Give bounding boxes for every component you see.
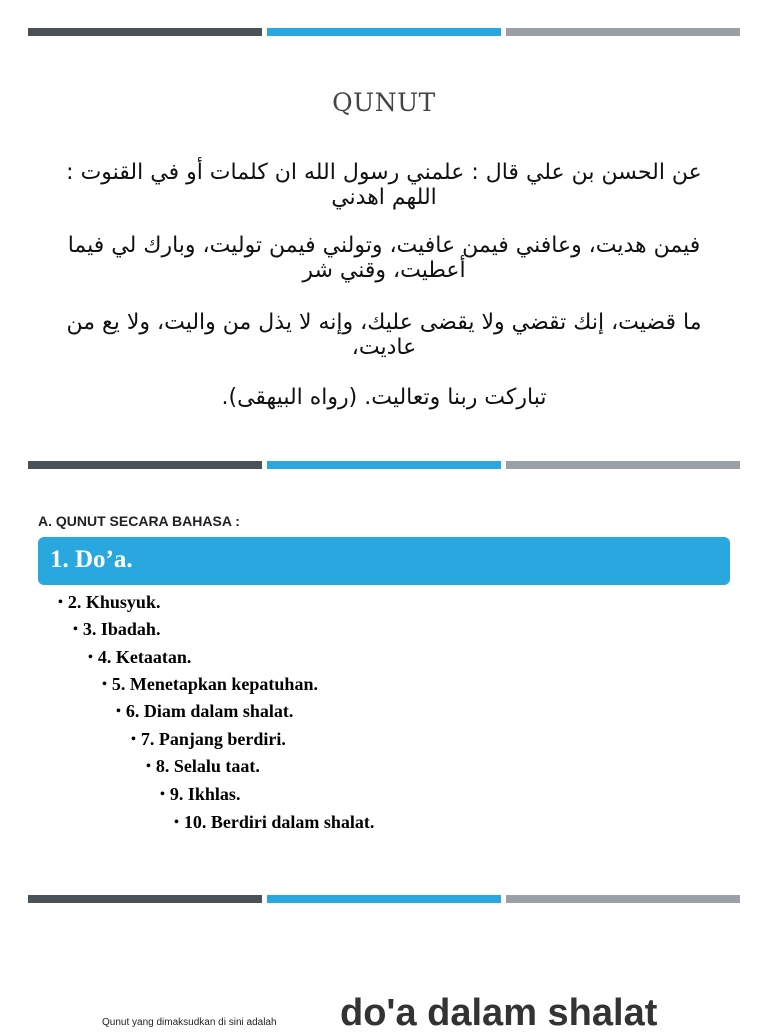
divider-segment-dark: [28, 895, 262, 903]
divider-segment-gray: [506, 28, 740, 36]
bullet-icon: •: [116, 704, 121, 719]
divider-segment-blue: [267, 895, 501, 903]
arabic-line-2: فيمن هديت، وعافني فيمن عافيت، وتولني فيمن توليت، وبارك لي فيما أعطيت، وقني شر: [67, 233, 701, 283]
slide1-title: QUNUT: [332, 88, 436, 117]
slide3-small-text: Qunut yang dimaksudkan di sini adalah: [102, 1017, 277, 1028]
middle-divider: [28, 461, 740, 469]
bullet-icon: •: [160, 787, 165, 802]
divider-segment-dark: [28, 461, 262, 469]
arabic-line-4: تباركت ربنا وتعاليت. (رواه البيهقى).: [221, 385, 547, 410]
list-item: • 8. Selalu taat.: [146, 756, 260, 776]
bullet-icon: •: [58, 595, 63, 610]
section-heading: A. QUNUT SECARA BAHASA :: [38, 513, 240, 529]
divider-segment-blue: [267, 28, 501, 36]
bullet-icon: •: [88, 650, 93, 665]
list-item: • 4. Ketaatan.: [88, 647, 192, 667]
bullet-icon: •: [102, 677, 107, 692]
top-divider: [28, 28, 740, 36]
list-item: • 6. Diam dalam shalat.: [116, 701, 294, 721]
divider-segment-gray: [506, 461, 740, 469]
highlight-item: 1. Do’a.: [50, 546, 133, 573]
bullet-icon: •: [174, 815, 179, 830]
highlight-box: [38, 537, 730, 585]
arabic-line-3: ما قضيت، إنك تقضي ولا يقضى عليك، وإنه لا يذل من واليت، ولا يع من عاديت،: [66, 310, 702, 360]
list-item: • 2. Khusyuk.: [58, 592, 161, 612]
list-item: • 3. Ibadah.: [73, 619, 161, 639]
slide3-big-text: do'a dalam shalat: [340, 992, 658, 1034]
arabic-line-1: عن الحسن بن علي قال : علمني رسول الله ان كلمات أو في القنوت : اللهم اهدني: [66, 160, 702, 210]
bullet-icon: •: [73, 622, 78, 637]
divider-segment-blue: [267, 461, 501, 469]
bullet-icon: •: [131, 732, 136, 747]
bullet-icon: •: [146, 759, 151, 774]
list-item: • 9. Ikhlas.: [160, 784, 241, 804]
divider-segment-dark: [28, 28, 262, 36]
bottom-divider: [28, 895, 740, 903]
list-item: • 7. Panjang berdiri.: [131, 729, 286, 749]
list-item: • 10. Berdiri dalam shalat.: [174, 812, 375, 832]
divider-segment-gray: [506, 895, 740, 903]
list-item: • 5. Menetapkan kepatuhan.: [102, 674, 318, 694]
